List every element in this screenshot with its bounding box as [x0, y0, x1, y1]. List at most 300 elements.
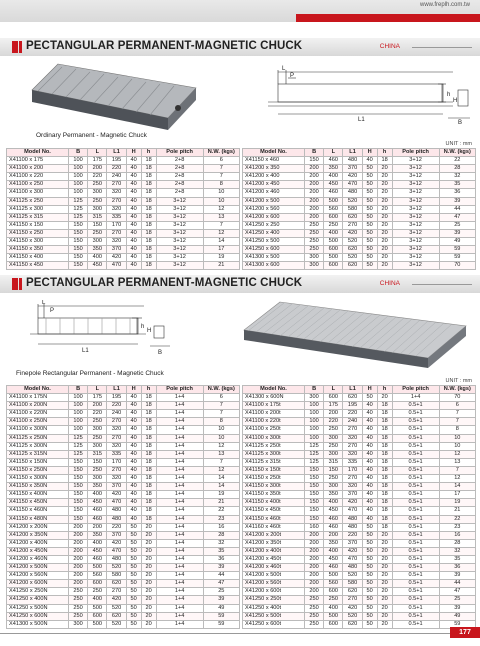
table-row	[7, 507, 240, 515]
spec-cell: 420	[343, 547, 362, 555]
column-header: B	[68, 386, 87, 394]
spec-cell: 50	[362, 173, 377, 181]
spec-cell: 20	[141, 596, 156, 604]
spec-cell: 300	[68, 620, 87, 628]
chuck-photo-2	[240, 296, 470, 376]
spec-cell: 1+4	[156, 483, 203, 491]
spec-cell: 620	[343, 262, 362, 270]
spec-cell: 3+12	[156, 262, 203, 270]
table-row	[243, 262, 476, 270]
spec-cell: 18	[377, 410, 392, 418]
spec-cell: 10	[439, 434, 475, 442]
spec-cell: 335	[107, 213, 126, 221]
section2-caption: Finepole Rectangular Permanent - Magnetic Chuck	[16, 370, 164, 377]
spec-cell: 0.5+1	[392, 418, 439, 426]
divider	[412, 284, 472, 285]
table-row	[7, 213, 240, 221]
spec-cell: 3+12	[392, 173, 439, 181]
spec-cell: 480	[343, 157, 362, 165]
spec-cell: 23	[439, 523, 475, 531]
table-row	[243, 564, 476, 572]
spec-cell: 50	[126, 572, 141, 580]
spec-cell: 220	[107, 165, 126, 173]
spec-cell: 250	[88, 418, 107, 426]
spec-cell: 12	[439, 475, 475, 483]
spec-cell: 40	[126, 426, 141, 434]
spec-cell: 3+12	[392, 205, 439, 213]
spec-cell: 250	[304, 238, 323, 246]
spec-cell: 7	[203, 165, 239, 173]
spec-cell: 200	[324, 410, 343, 418]
spec-cell: 520	[343, 572, 362, 580]
spec-cell: 47	[203, 580, 239, 588]
spec-cell: 18	[141, 475, 156, 483]
spec-cell: 50	[362, 620, 377, 628]
spec-cell: 520	[107, 620, 126, 628]
model-no-cell: X41250 x 500N	[7, 604, 69, 612]
spec-cell: 480	[343, 515, 362, 523]
model-no-cell: X41200 x 600	[243, 213, 305, 221]
spec-cell: 3+12	[392, 213, 439, 221]
spec-cell: 370	[107, 246, 126, 254]
spec-cell: 7	[439, 418, 475, 426]
spec-cell: 1+4	[156, 547, 203, 555]
spec-cell: 200	[88, 165, 107, 173]
spec-cell: 40	[126, 229, 141, 237]
spec-cell: 49	[439, 612, 475, 620]
spec-cell: 50	[362, 588, 377, 596]
page-number: 177	[450, 627, 480, 638]
spec-cell: 170	[107, 221, 126, 229]
section1-header	[0, 38, 480, 56]
spec-cell: 450	[88, 262, 107, 270]
spec-cell: 49	[439, 238, 475, 246]
spec-cell: 470	[107, 262, 126, 270]
spec-cell: 12	[439, 450, 475, 458]
spec-cell: 350	[324, 491, 343, 499]
spec-cell: 35	[439, 181, 475, 189]
spec-cell: 200	[304, 181, 323, 189]
dim-label-h: h	[447, 92, 451, 98]
spec-cell: 100	[68, 181, 87, 189]
spec-cell: 10	[203, 189, 239, 197]
spec-cell: 500	[88, 564, 107, 572]
spec-cell: 0.5+1	[392, 442, 439, 450]
spec-cell: 20	[377, 612, 392, 620]
model-no-cell: X41125 x 315	[7, 213, 69, 221]
spec-cell: 500	[324, 238, 343, 246]
model-no-cell: X41250 x 500t	[243, 612, 305, 620]
spec-cell: 59	[203, 620, 239, 628]
spec-cell: 22	[203, 507, 239, 515]
table-header-row	[243, 386, 476, 394]
spec-cell: 50	[362, 189, 377, 197]
section1-caption: Ordinary Permanent - Magnetic Chuck	[36, 132, 147, 139]
spec-cell: 170	[107, 458, 126, 466]
model-no-cell: X41250 x 600N	[7, 612, 69, 620]
table-row	[7, 394, 240, 402]
spec-cell: 250	[88, 181, 107, 189]
section2-country: CHINA	[379, 280, 400, 287]
spec-cell: 36	[439, 564, 475, 572]
dim-label-H: H	[453, 98, 458, 104]
spec-cell: 59	[203, 612, 239, 620]
spec-cell: 150	[88, 221, 107, 229]
spec-cell: 40	[126, 221, 141, 229]
spec-cell: 2+8	[156, 181, 203, 189]
spec-cell: 620	[343, 588, 362, 596]
table-row	[243, 572, 476, 580]
spec-cell: 8	[203, 181, 239, 189]
spec-cell: 10	[203, 197, 239, 205]
spec-cell: 40	[362, 475, 377, 483]
spec-cell: 200	[68, 523, 87, 531]
spec-cell: 600	[324, 620, 343, 628]
column-header: L1	[343, 386, 362, 394]
spec-cell: 19	[439, 499, 475, 507]
table-header-row	[7, 386, 240, 394]
spec-cell: 18	[141, 173, 156, 181]
model-no-cell: X41125 x 300N	[7, 442, 69, 450]
spec-cell: 480	[107, 555, 126, 563]
spec-cell: 100	[304, 418, 323, 426]
model-no-cell: X41200 x 600N	[7, 580, 69, 588]
spec-cell: 20	[377, 173, 392, 181]
spec-cell: 0.5+1	[392, 450, 439, 458]
table-row	[243, 515, 476, 523]
spec-cell: 20	[377, 588, 392, 596]
spec-cell: 18	[141, 450, 156, 458]
spec-cell: 370	[343, 539, 362, 547]
spec-cell: 100	[68, 426, 87, 434]
table-row	[7, 442, 240, 450]
spec-cell: 20	[377, 238, 392, 246]
spec-cell: 200	[68, 564, 87, 572]
spec-cell: 0.5+1	[392, 499, 439, 507]
table-row	[243, 426, 476, 434]
spec-cell: 18	[141, 442, 156, 450]
spec-cell: 14	[203, 238, 239, 246]
spec-cell: 2+8	[156, 157, 203, 165]
spec-cell: 470	[343, 181, 362, 189]
spec-cell: 200	[304, 531, 323, 539]
spec-cell: 480	[107, 515, 126, 523]
spec-cell: 300	[88, 205, 107, 213]
spec-cell: 1+4	[392, 394, 439, 402]
model-no-cell: X41100 x 220	[7, 173, 69, 181]
spec-cell: 620	[343, 394, 362, 402]
spec-cell: 18	[377, 515, 392, 523]
spec-cell: 18	[377, 402, 392, 410]
spec-cell: 18	[141, 426, 156, 434]
spec-cell: 100	[68, 394, 87, 402]
table-row	[7, 531, 240, 539]
spec-cell: 13	[439, 458, 475, 466]
model-no-cell: X41200 x 500t	[243, 572, 305, 580]
spec-cell: 12	[203, 466, 239, 474]
spec-cell: 25	[203, 588, 239, 596]
table-row	[7, 197, 240, 205]
spec-cell: 500	[88, 604, 107, 612]
website-url[interactable]: www.freplh.com.tw	[419, 2, 470, 8]
spec-cell: 3+12	[156, 197, 203, 205]
spec-cell: 500	[324, 612, 343, 620]
spec-cell: 200	[68, 539, 87, 547]
spec-cell: 20	[141, 547, 156, 555]
spec-cell: 21	[203, 499, 239, 507]
model-no-cell: X41125 x 250t	[243, 442, 305, 450]
chuck-dimension-diagram-1	[248, 62, 473, 132]
spec-cell: 40	[126, 483, 141, 491]
spec-cell: 175	[88, 394, 107, 402]
spec-cell: 250	[324, 426, 343, 434]
model-no-cell: X41200 x 400	[243, 173, 305, 181]
spec-cell: 220	[324, 418, 343, 426]
spec-cell: 0.5+1	[392, 588, 439, 596]
table-row	[7, 491, 240, 499]
spec-cell: 7	[203, 410, 239, 418]
spec-cell: 13	[203, 213, 239, 221]
spec-cell: 270	[343, 442, 362, 450]
spec-cell: 35	[203, 547, 239, 555]
spec-cell: 300	[304, 262, 323, 270]
spec-cell: 8	[203, 418, 239, 426]
spec-cell: 450	[324, 181, 343, 189]
spec-cell: 100	[68, 410, 87, 418]
spec-cell: 3+12	[156, 254, 203, 262]
table-row	[243, 418, 476, 426]
spec-cell: 220	[343, 410, 362, 418]
model-no-cell: X41200 x 460N	[7, 555, 69, 563]
spec-cell: 480	[107, 507, 126, 515]
spec-cell: 50	[362, 580, 377, 588]
spec-cell: 40	[362, 515, 377, 523]
spec-cell: 14	[439, 483, 475, 491]
spec-cell: 0.5+1	[392, 555, 439, 563]
spec-cell: 10	[203, 434, 239, 442]
table-row	[243, 466, 476, 474]
spec-cell: 320	[343, 434, 362, 442]
spec-cell: 520	[107, 564, 126, 572]
spec-cell: 200	[68, 531, 87, 539]
model-no-cell: X41150 x 460t	[243, 515, 305, 523]
spec-cell: 460	[324, 523, 343, 531]
spec-cell: 18	[141, 205, 156, 213]
spec-cell: 59	[439, 246, 475, 254]
spec-cell: 560	[88, 572, 107, 580]
table-row	[7, 181, 240, 189]
model-no-cell: X41300 x 600	[243, 262, 305, 270]
model-no-cell: X41150 x 300	[7, 238, 69, 246]
spec-cell: 47	[439, 588, 475, 596]
column-header: L	[88, 149, 107, 157]
spec-cell: 0.5+1	[392, 434, 439, 442]
spec-cell: 460	[324, 157, 343, 165]
chuck-side-diagram-2	[20, 300, 190, 362]
spec-cell: 39	[439, 197, 475, 205]
spec-cell: 59	[439, 620, 475, 628]
model-no-cell: X41200 x 500N	[7, 564, 69, 572]
model-no-cell: X41200 x 350N	[7, 531, 69, 539]
column-header: h	[377, 386, 392, 394]
spec-cell: 600	[324, 588, 343, 596]
table-row	[243, 442, 476, 450]
spec-cell: 150	[68, 483, 87, 491]
spec-cell: 520	[107, 604, 126, 612]
spec-cell: 320	[107, 189, 126, 197]
spec-cell: 18	[141, 246, 156, 254]
spec-cell: 20	[377, 189, 392, 197]
spec-cell: 40	[362, 410, 377, 418]
spec-table-2-left	[6, 385, 240, 629]
spec-cell: 20	[141, 531, 156, 539]
table-row	[7, 555, 240, 563]
table-row	[243, 189, 476, 197]
spec-cell: 3+12	[156, 221, 203, 229]
spec-cell: 17	[203, 246, 239, 254]
divider	[412, 47, 472, 48]
spec-cell: 125	[68, 213, 87, 221]
spec-cell: 50	[362, 205, 377, 213]
spec-cell: 20	[141, 620, 156, 628]
spec-cell: 250	[304, 229, 323, 237]
spec-cell: 0.5+1	[392, 604, 439, 612]
spec-cell: 270	[107, 181, 126, 189]
spec-cell: 0.5+1	[392, 596, 439, 604]
model-no-cell: X41250 x 500	[243, 238, 305, 246]
spec-cell: 600	[88, 580, 107, 588]
column-header: h	[141, 149, 156, 157]
spec-cell: 50	[126, 547, 141, 555]
table-row	[243, 555, 476, 563]
table-row	[7, 450, 240, 458]
spec-cell: 40	[362, 402, 377, 410]
spec-cell: 370	[107, 531, 126, 539]
spec-cell: 18	[141, 181, 156, 189]
table-row	[7, 246, 240, 254]
column-header: Pole pitch	[156, 386, 203, 394]
spec-cell: 40	[126, 410, 141, 418]
spec-cell: 18	[141, 515, 156, 523]
column-header: Pole pitch	[392, 149, 439, 157]
table-row	[7, 410, 240, 418]
spec-cell: 100	[68, 418, 87, 426]
spec-cell: 20	[141, 539, 156, 547]
spec-cell: 3+12	[156, 213, 203, 221]
spec-cell: 125	[304, 458, 323, 466]
model-no-cell: X41150 x 350t	[243, 491, 305, 499]
spec-cell: 470	[107, 547, 126, 555]
spec-cell: 1+4	[156, 410, 203, 418]
spec-cell: 40	[126, 515, 141, 523]
model-no-cell: X41100 x 200N	[7, 402, 69, 410]
spec-cell: 50	[126, 588, 141, 596]
dim-label-B: B	[458, 120, 463, 126]
spec-cell: 620	[343, 213, 362, 221]
dim-label-L: L	[282, 66, 286, 72]
spec-cell: 350	[88, 531, 107, 539]
model-no-cell: X41150 x 450	[7, 262, 69, 270]
table-row	[7, 221, 240, 229]
spec-cell: 270	[107, 197, 126, 205]
spec-cell: 315	[88, 213, 107, 221]
spec-cell: 40	[126, 466, 141, 474]
spec-cell: 21	[203, 262, 239, 270]
spec-cell: 100	[304, 426, 323, 434]
spec-cell: 150	[68, 475, 87, 483]
spec-cell: 400	[324, 547, 343, 555]
spec-cell: 1+4	[156, 580, 203, 588]
model-no-cell: X41125 x 315t	[243, 458, 305, 466]
table-row	[7, 262, 240, 270]
model-no-cell: X41200 x 200N	[7, 523, 69, 531]
spec-cell: 270	[343, 221, 362, 229]
spec-cell: 580	[107, 572, 126, 580]
spec-cell: 50	[126, 612, 141, 620]
section-marker	[12, 41, 18, 53]
spec-cell: 6	[203, 394, 239, 402]
spec-cell: 3+12	[392, 229, 439, 237]
spec-cell: 200	[304, 165, 323, 173]
spec-cell: 1+4	[156, 507, 203, 515]
table-row	[243, 547, 476, 555]
spec-cell: 400	[88, 254, 107, 262]
spec-cell: 450	[88, 547, 107, 555]
model-no-cell: X41250 x 600	[243, 246, 305, 254]
spec-cell: 3+12	[392, 262, 439, 270]
model-no-cell: X41150 x 400t	[243, 499, 305, 507]
spec-cell: 36	[203, 555, 239, 563]
spec-cell: 250	[68, 596, 87, 604]
spec-cell: 520	[343, 197, 362, 205]
spec-cell: 240	[343, 418, 362, 426]
table-row	[243, 205, 476, 213]
spec-cell: 8	[439, 426, 475, 434]
table-row	[243, 229, 476, 237]
spec-cell: 400	[88, 596, 107, 604]
spec-cell: 1+4	[156, 539, 203, 547]
spec-cell: 20	[141, 612, 156, 620]
spec-cell: 18	[377, 499, 392, 507]
spec-cell: 0.5+1	[392, 483, 439, 491]
spec-cell: 35	[439, 555, 475, 563]
spec-cell: 18	[377, 491, 392, 499]
spec-cell: 18	[377, 418, 392, 426]
spec-cell: 20	[377, 165, 392, 173]
table-row	[7, 426, 240, 434]
model-no-cell: X41200 x 450N	[7, 547, 69, 555]
model-no-cell: X41125 x 300t	[243, 450, 305, 458]
spec-cell: 150	[304, 507, 323, 515]
spec-cell: 420	[107, 491, 126, 499]
spec-cell: 32	[439, 173, 475, 181]
model-no-cell: X41100 x 175	[7, 157, 69, 165]
spec-cell: 20	[141, 580, 156, 588]
column-header: L1	[107, 386, 126, 394]
spec-cell: 1+4	[156, 564, 203, 572]
spec-cell: 320	[107, 238, 126, 246]
spec-cell: 0.5+1	[392, 580, 439, 588]
spec-cell: 200	[304, 205, 323, 213]
spec-cell: 520	[343, 238, 362, 246]
spec-cell: 150	[68, 466, 87, 474]
spec-cell: 250	[304, 246, 323, 254]
spec-cell: 20	[141, 588, 156, 596]
dim-label-P: P	[290, 73, 295, 79]
spec-cell: 460	[88, 555, 107, 563]
dim-label-L1: L1	[358, 117, 365, 123]
spec-cell: 300	[88, 475, 107, 483]
